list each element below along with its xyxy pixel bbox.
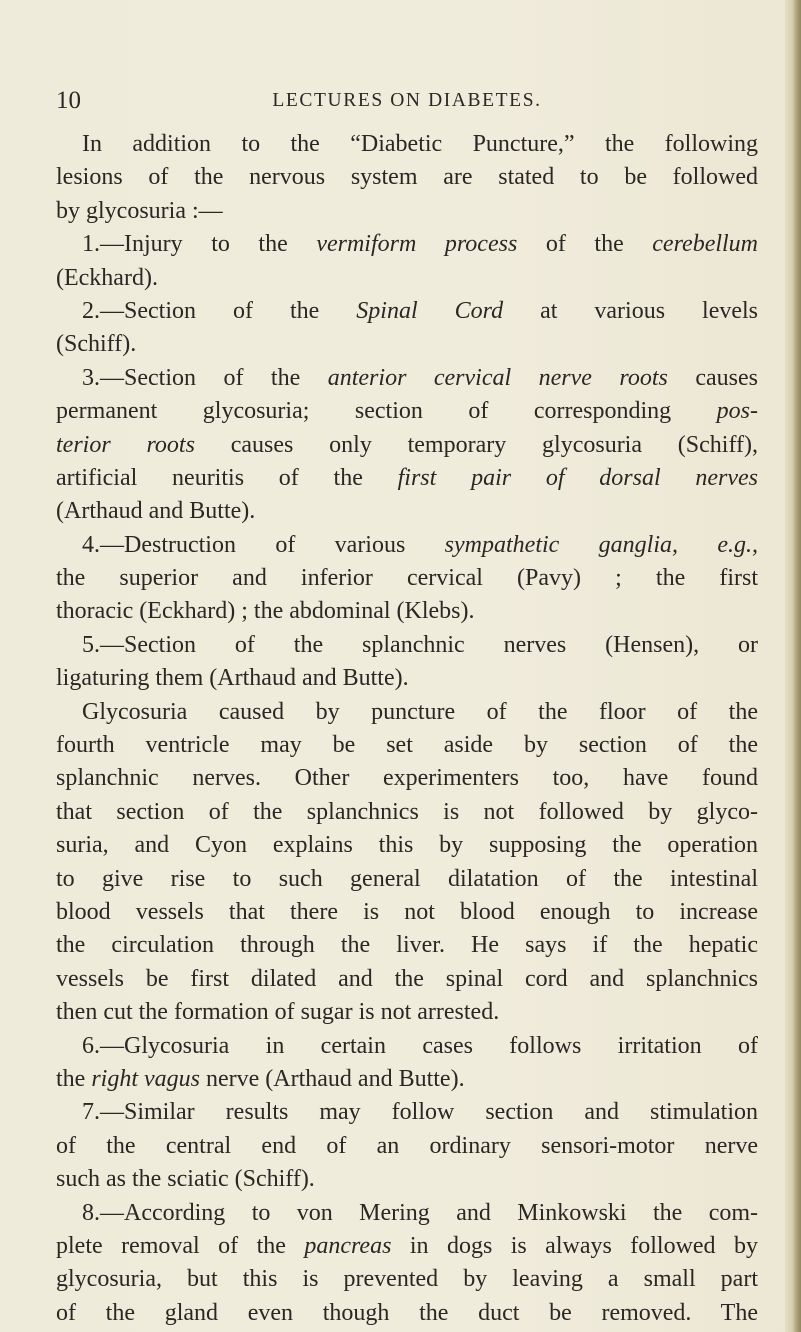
text-line bbox=[56, 262, 758, 295]
text-line bbox=[56, 1030, 758, 1063]
text-line bbox=[56, 362, 758, 395]
italic-text: terior roots bbox=[56, 431, 195, 458]
text-line bbox=[56, 562, 758, 595]
text-run: thoracic (Eckhard) ; the abdominal (Klebs). bbox=[56, 598, 475, 625]
page-edge-shadow bbox=[785, 0, 801, 1332]
text-run: the circulation through the liver. He says if the hepatic bbox=[56, 932, 758, 959]
text-line bbox=[56, 829, 758, 862]
text-line bbox=[56, 796, 758, 829]
text-line bbox=[56, 595, 758, 628]
text-run: to give rise to such general dilatation of the intestinal bbox=[56, 865, 758, 892]
page-header bbox=[56, 86, 758, 116]
italic-text: anterior cervical nerve roots bbox=[327, 364, 668, 391]
text-line bbox=[56, 696, 758, 729]
italic-text: first pair of dorsal nerves bbox=[397, 464, 758, 491]
text-line bbox=[56, 996, 758, 1029]
text-run: 3.—Section of the bbox=[82, 364, 328, 391]
text-run: artificial neuritis of the bbox=[56, 464, 398, 491]
text-line bbox=[56, 295, 758, 328]
running-head: LECTURES ON DIABETES. bbox=[272, 90, 542, 111]
text-run: the superior and inferior cervical (Pavy) ; the first bbox=[56, 565, 758, 592]
text-run: lesions of the nervous system are stated to be followed bbox=[56, 164, 758, 191]
italic-text: vermiform process bbox=[316, 231, 518, 258]
text-run: blood vessels that there is not blood enough to increase bbox=[56, 898, 758, 925]
text-run: nerve (Arthaud and Butte). bbox=[200, 1065, 465, 1092]
text-line bbox=[56, 429, 758, 462]
text-run: 7.—Similar results may follow section and stimulation bbox=[82, 1099, 758, 1126]
text-run: of the central end of an ordinary sensori-motor nerve bbox=[56, 1132, 758, 1159]
text-line bbox=[56, 1263, 758, 1296]
italic-text: cerebellum bbox=[652, 231, 759, 258]
text-run: in dogs is always followed by bbox=[391, 1232, 758, 1259]
text-run: the bbox=[56, 1065, 92, 1092]
text-line bbox=[56, 896, 758, 929]
text-run: plete removal of the bbox=[56, 1232, 305, 1259]
text-line bbox=[56, 1096, 758, 1129]
text-run: causes only temporary glycosuria (Schiff), bbox=[194, 431, 758, 458]
text-line bbox=[56, 529, 758, 562]
text-run: (Arthaud and Butte). bbox=[56, 498, 256, 525]
text-line bbox=[56, 762, 758, 795]
text-run: 1.—Injury to the bbox=[82, 231, 317, 258]
text-line bbox=[56, 462, 758, 495]
text-line bbox=[56, 1197, 758, 1230]
italic-text: sympathetic ganglia, e.g., bbox=[444, 531, 758, 558]
text-line bbox=[56, 1163, 758, 1196]
text-line bbox=[56, 1063, 758, 1096]
text-line bbox=[56, 1130, 758, 1163]
text-line bbox=[56, 161, 758, 194]
italic-text: pos- bbox=[716, 398, 758, 425]
text-run: that section of the splanchnics is not followed by glyco- bbox=[56, 798, 758, 825]
text-run: Glycosuria caused by puncture of the floor of the bbox=[82, 698, 758, 725]
text-run: then cut the formation of sugar is not arrested. bbox=[56, 999, 500, 1026]
text-run: by glycosuria :— bbox=[56, 197, 223, 224]
italic-text: Spinal Cord bbox=[356, 297, 504, 324]
text-run: suria, and Cyon explains this by supposing the operation bbox=[56, 832, 758, 859]
text-line bbox=[56, 1230, 758, 1263]
text-line bbox=[56, 863, 758, 896]
text-line bbox=[56, 328, 758, 361]
text-run: 2.—Section of the bbox=[82, 297, 357, 324]
italic-text: pancreas bbox=[304, 1232, 392, 1259]
text-run: of the bbox=[517, 231, 653, 258]
italic-text: right vagus bbox=[91, 1065, 200, 1092]
text-line bbox=[56, 128, 758, 161]
text-run: In addition to the “Diabetic Puncture,” the following bbox=[82, 131, 758, 157]
text-run: such as the sciatic (Schiff). bbox=[56, 1166, 315, 1193]
text-run: ligaturing them (Arthaud and Butte). bbox=[56, 665, 409, 692]
text-run: fourth ventricle may be set aside by section of the bbox=[56, 732, 758, 759]
text-line bbox=[56, 395, 758, 428]
text-run: permanent glycosuria; section of corresponding bbox=[56, 398, 717, 425]
text-line bbox=[56, 662, 758, 695]
text-run: causes bbox=[667, 364, 758, 391]
text-line bbox=[56, 228, 758, 261]
text-line bbox=[56, 929, 758, 962]
text-run: 6.—Glycosuria in certain cases follows irritation of bbox=[82, 1032, 758, 1059]
text-line bbox=[56, 729, 758, 762]
page-number: 10 bbox=[56, 87, 81, 114]
text-line bbox=[56, 963, 758, 996]
text-run: (Eckhard). bbox=[56, 264, 158, 291]
text-line bbox=[56, 1297, 758, 1330]
text-run: 4.—Destruction of various bbox=[82, 531, 445, 558]
text-run: (Schiff). bbox=[56, 331, 137, 358]
text-run: at various levels bbox=[503, 297, 759, 324]
text-run: 8.—According to von Mering and Minkowski the com- bbox=[82, 1199, 758, 1226]
text-run: splanchnic nerves. Other experimenters too, have found bbox=[56, 765, 758, 792]
text-run: glycosuria, but this is prevented by leaving a small part bbox=[56, 1266, 758, 1293]
text-run: vessels be first dilated and the spinal cord and splanchnics bbox=[56, 965, 758, 992]
text-line bbox=[56, 495, 758, 528]
text-line bbox=[56, 629, 758, 662]
body-text bbox=[56, 128, 758, 1330]
text-run: of the gland even though the duct be removed. The bbox=[56, 1299, 758, 1326]
text-line bbox=[56, 195, 758, 228]
text-run: 5.—Section of the splanchnic nerves (Hensen), or bbox=[82, 631, 758, 658]
